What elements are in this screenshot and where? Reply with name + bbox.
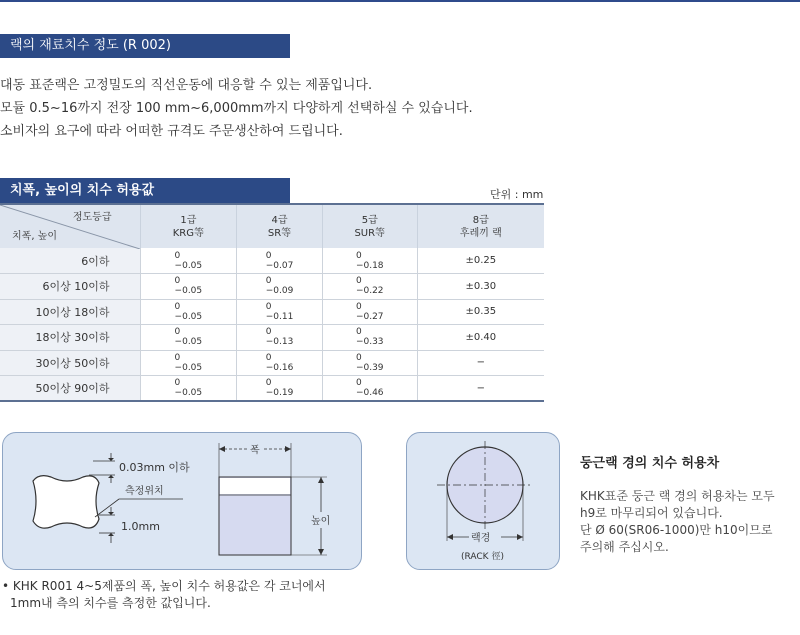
table-cell: ±0.25 xyxy=(417,248,544,274)
tolerance-dim-label: 0.03mm 이하 xyxy=(119,461,190,474)
round-rack-diagram xyxy=(407,433,561,571)
offset-dim-label: 1.0mm xyxy=(121,520,160,533)
intro-text xyxy=(0,74,473,143)
table-cell: 0 −0.22 xyxy=(322,274,417,300)
row-label: 18이상 30이하 xyxy=(0,325,140,351)
row-label: 6이상 10이하 xyxy=(0,274,140,300)
table-cell: 0 −0.05 xyxy=(140,299,237,325)
section-top-band xyxy=(220,478,290,494)
table-cell: 0 −0.11 xyxy=(237,299,323,325)
table-row xyxy=(0,299,544,325)
table-cell: 0 −0.13 xyxy=(237,325,323,351)
intro-line: 대동 표준랙은 고정밀도의 직선운동에 대응할 수 있는 제품입니다. xyxy=(0,78,373,93)
table-row xyxy=(0,274,544,300)
intro-line: 소비자의 요구에 따라 어떠한 규격도 주문생산하여 드립니다. xyxy=(0,124,343,139)
round-rack-line: KHK표준 둥근 랙 경의 허용차는 모두 xyxy=(580,489,775,503)
height-label: 높이 xyxy=(311,516,331,527)
section-title-rack-accuracy: 랙의 재료치수 정도 (R 002) xyxy=(0,34,290,58)
grade-header-label: 정도등급 xyxy=(72,212,112,223)
table-cell: 0 −0.39 xyxy=(322,350,417,376)
table-cell: − xyxy=(417,376,544,402)
arrow-head xyxy=(318,549,324,555)
table-cell: ±0.40 xyxy=(417,325,544,351)
table-cell: ±0.30 xyxy=(417,274,544,300)
tolerance-table xyxy=(0,203,544,402)
cross-section-diagram-panel xyxy=(2,432,362,570)
diameter-label: 랙경 xyxy=(471,533,491,544)
arrow-head xyxy=(108,533,114,536)
row-label: 50이상 90이하 xyxy=(0,376,140,402)
table-cell: 0 −0.46 xyxy=(322,376,417,402)
table-cell: 0 −0.05 xyxy=(140,248,237,274)
footnote-line: • KHK R001 4~5제품의 폭, 높이 치수 허용값은 각 코너에서 xyxy=(2,579,326,593)
round-rack-text xyxy=(580,488,795,556)
round-rack-line: 단 Ø 60(SR06-1000)만 h10이므로 xyxy=(580,523,773,537)
cross-section-diagram xyxy=(3,433,363,571)
width-label: 폭 xyxy=(250,445,260,456)
table-row xyxy=(0,325,544,351)
table-cell: 0 −0.05 xyxy=(140,274,237,300)
round-rack-line: 주의해 주십시오. xyxy=(580,540,669,554)
arrow-head xyxy=(108,475,114,478)
table-cell: 0 −0.19 xyxy=(237,376,323,402)
table-cell: ±0.35 xyxy=(417,299,544,325)
arrow-head xyxy=(219,446,225,452)
measure-position-label: 측정위치 xyxy=(125,486,164,497)
row-label: 6이하 xyxy=(0,248,140,274)
section-title-tolerance: 치폭, 높이의 치수 허용값 xyxy=(0,178,290,203)
diameter-sub-label: (RACK 徑) xyxy=(461,552,504,562)
table-cell: 0 −0.09 xyxy=(237,274,323,300)
round-rack-line: h9로 마무리되어 있습니다. xyxy=(580,506,723,520)
table-cell: 0 −0.05 xyxy=(140,325,237,351)
row-label: 10이상 18이하 xyxy=(0,299,140,325)
intro-line: 모듈 0.5~16까지 전장 100 mm~6,000mm까지 다양하게 선택하실 수 있습니다. xyxy=(0,101,473,116)
table-cell: 0 −0.18 xyxy=(322,248,417,274)
table-row xyxy=(0,350,544,376)
row-label: 30이상 50이하 xyxy=(0,350,140,376)
arrow-head xyxy=(108,458,114,461)
table-cell: 0 −0.07 xyxy=(237,248,323,274)
arrow-head xyxy=(108,512,114,515)
footnote xyxy=(2,578,326,612)
column-header: 4급 SR等 xyxy=(237,204,323,248)
round-rack-title: 둥근랙 경의 치수 허용차 xyxy=(580,456,720,471)
table-row xyxy=(0,376,544,402)
table-header-row xyxy=(0,204,544,248)
column-header: 8급 후레끼 랙 xyxy=(417,204,544,248)
round-rack-diagram-panel xyxy=(406,432,560,570)
footnote-line: 1mm내 측의 치수를 측정한 값입니다. xyxy=(10,596,211,610)
size-header-label: 치폭, 높이 xyxy=(12,231,57,242)
arrow-head xyxy=(447,534,453,540)
column-header: 5급 SUR等 xyxy=(322,204,417,248)
arrow-head xyxy=(285,446,291,452)
table-corner-header xyxy=(0,204,140,248)
table-cell: − xyxy=(417,350,544,376)
arrow-head xyxy=(517,534,523,540)
table-cell: 0 −0.05 xyxy=(140,350,237,376)
table-row xyxy=(0,248,544,274)
leader-line xyxy=(95,499,119,517)
arrow-head xyxy=(318,477,324,483)
table-cell: 0 −0.05 xyxy=(140,376,237,402)
concave-section-shape xyxy=(33,476,99,528)
table-cell: 0 −0.16 xyxy=(237,350,323,376)
column-header: 1급 KRG等 xyxy=(140,204,237,248)
top-divider xyxy=(0,0,800,2)
table-cell: 0 −0.33 xyxy=(322,325,417,351)
table-cell: 0 −0.27 xyxy=(322,299,417,325)
unit-label: 단위 : mm xyxy=(490,188,544,201)
